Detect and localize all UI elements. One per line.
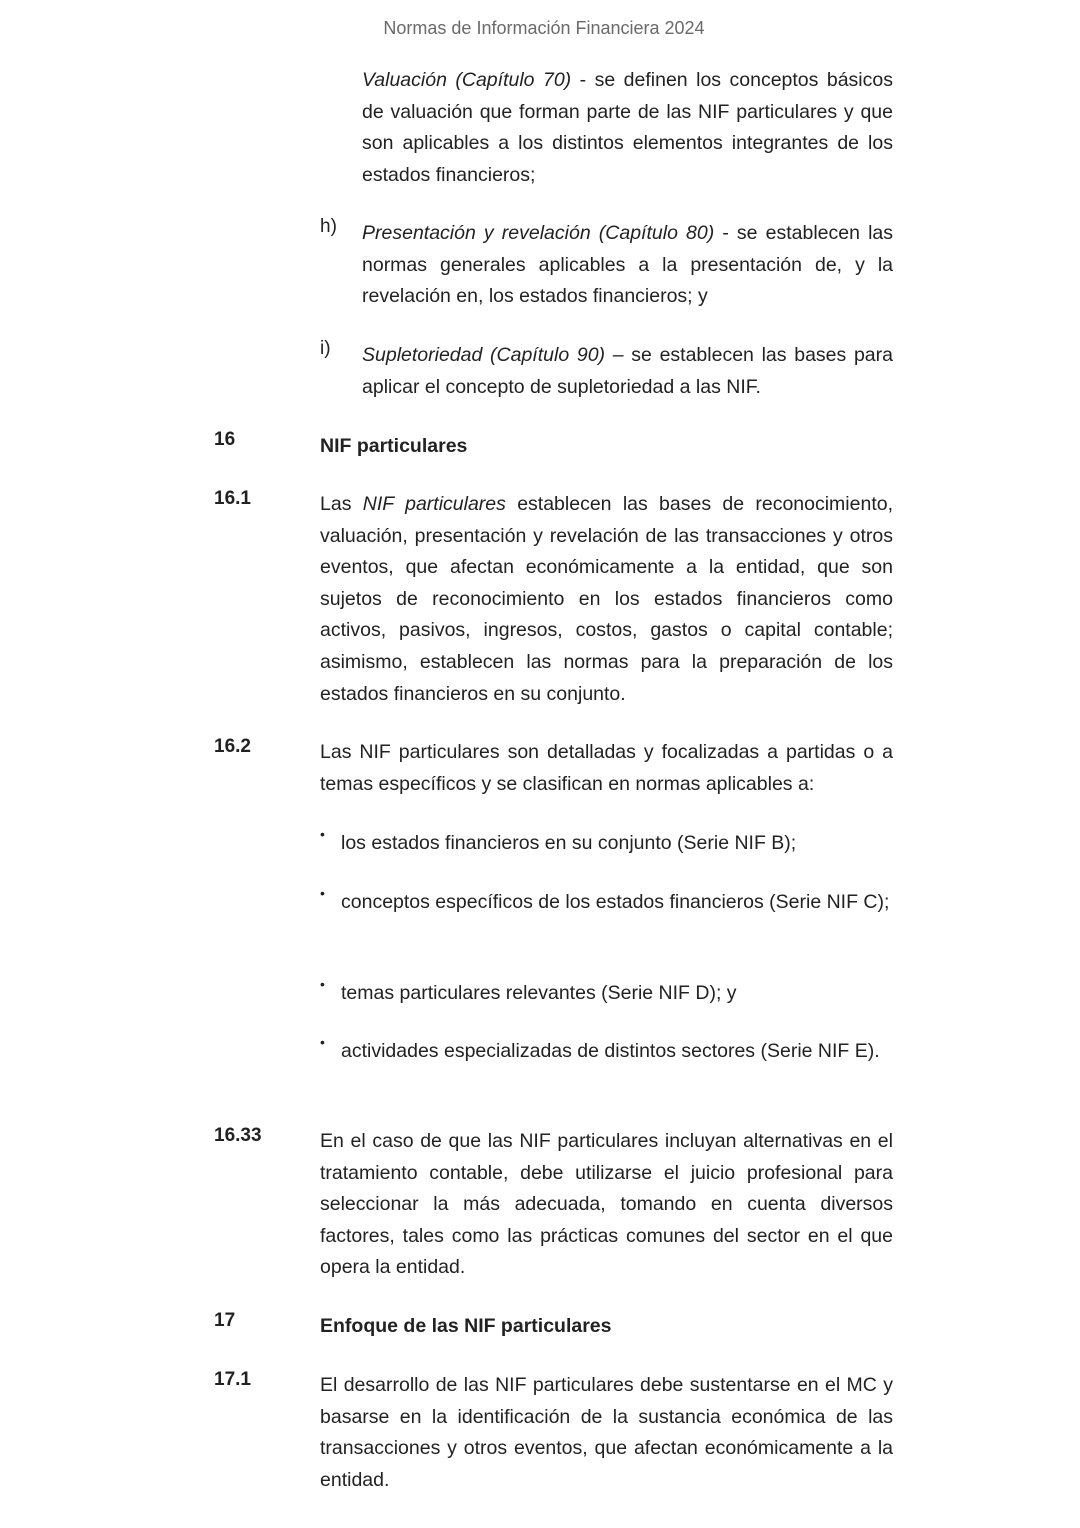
paragraph-17-1: El desarrollo de las NIF particulares debe sustentarse en el MC y basarse en la identificación de la sustancia económica de las transacciones y otros eventos, que afectan económicamente a la entidad.: [320, 1374, 893, 1491]
section-heading: Enfoque de las NIF particulares: [320, 1315, 612, 1337]
bullet-icon: •: [320, 1034, 325, 1050]
paragraph-16-33: En el caso de que las NIF particulares incluyan alternativas en el tratamiento contable, debe utilizarse el juicio profesional para seleccionar la más adecuada, tomando en cuenta diversos factores, tales como las prácticas comunes del sector en el que opera la entidad.: [320, 1130, 893, 1279]
list-item: actividades especializadas de distintos sectores (Serie NIF E).: [341, 1040, 880, 1062]
item-g-text: [362, 65, 893, 191]
item-text: – se establecen las bases para aplicar el concepto de supletoriedad a las NIF.: [362, 344, 893, 398]
chapter-title: Supletoriedad (Capítulo 90): [362, 344, 606, 366]
item-h-text: [362, 218, 893, 313]
item-text: - se definen los conceptos básicos de valuación que forman parte de las NIF particulares y que son aplicables a los distintos elementos integrantes de los estados financieros;: [362, 69, 893, 186]
section-number: 16: [214, 429, 236, 450]
bullet-icon: •: [320, 826, 325, 842]
text: establecen las bases de reconocimiento, valuación, presentación y revelación de las transacciones y otros eventos, que afectan económicamente a la entidad, que son sujetos de reconocimiento en los estados financieros como activos, pasivos, ingresos, costos, gastos o capital contable; asimismo, establecen las normas para la preparación de los estados financieros en su conjunto.: [320, 493, 894, 705]
item-i-label: i): [320, 338, 331, 359]
item-i-text: [362, 340, 893, 403]
paragraph-number: 16.33: [214, 1125, 262, 1146]
section-number: 17: [214, 1310, 236, 1331]
chapter-title: Presentación y revelación (Capítulo 80): [362, 222, 715, 244]
paragraph-number: 16.2: [214, 736, 251, 757]
section-heading: NIF particulares: [320, 435, 468, 457]
item-text: - se establecen las normas generales aplicables a la presentación de, y la revelación en, los estados financieros; y: [362, 222, 893, 308]
term: NIF particulares: [362, 493, 506, 515]
paragraph-number: 17.1: [214, 1369, 251, 1390]
bullet-icon: •: [320, 885, 325, 901]
bullet-icon: •: [320, 976, 325, 992]
item-h-label: h): [320, 216, 337, 237]
paragraph-number: 16.1: [214, 488, 251, 509]
paragraph-16-1: [320, 489, 893, 710]
page-header: Normas de Información Financiera 2024: [383, 18, 705, 38]
list-item: conceptos específicos de los estados financieros (Serie NIF C);: [341, 891, 890, 913]
paragraph-16-2: Las NIF particulares son detalladas y focalizadas a partidas o a temas específicos y se clasifican en normas aplicables a:: [320, 741, 893, 795]
list-item: temas particulares relevantes (Serie NIF D); y: [341, 982, 737, 1004]
chapter-title: Valuación (Capítulo 70): [362, 69, 572, 91]
text: Las: [320, 493, 363, 515]
list-item: los estados financieros en su conjunto (Serie NIF B);: [341, 832, 797, 854]
